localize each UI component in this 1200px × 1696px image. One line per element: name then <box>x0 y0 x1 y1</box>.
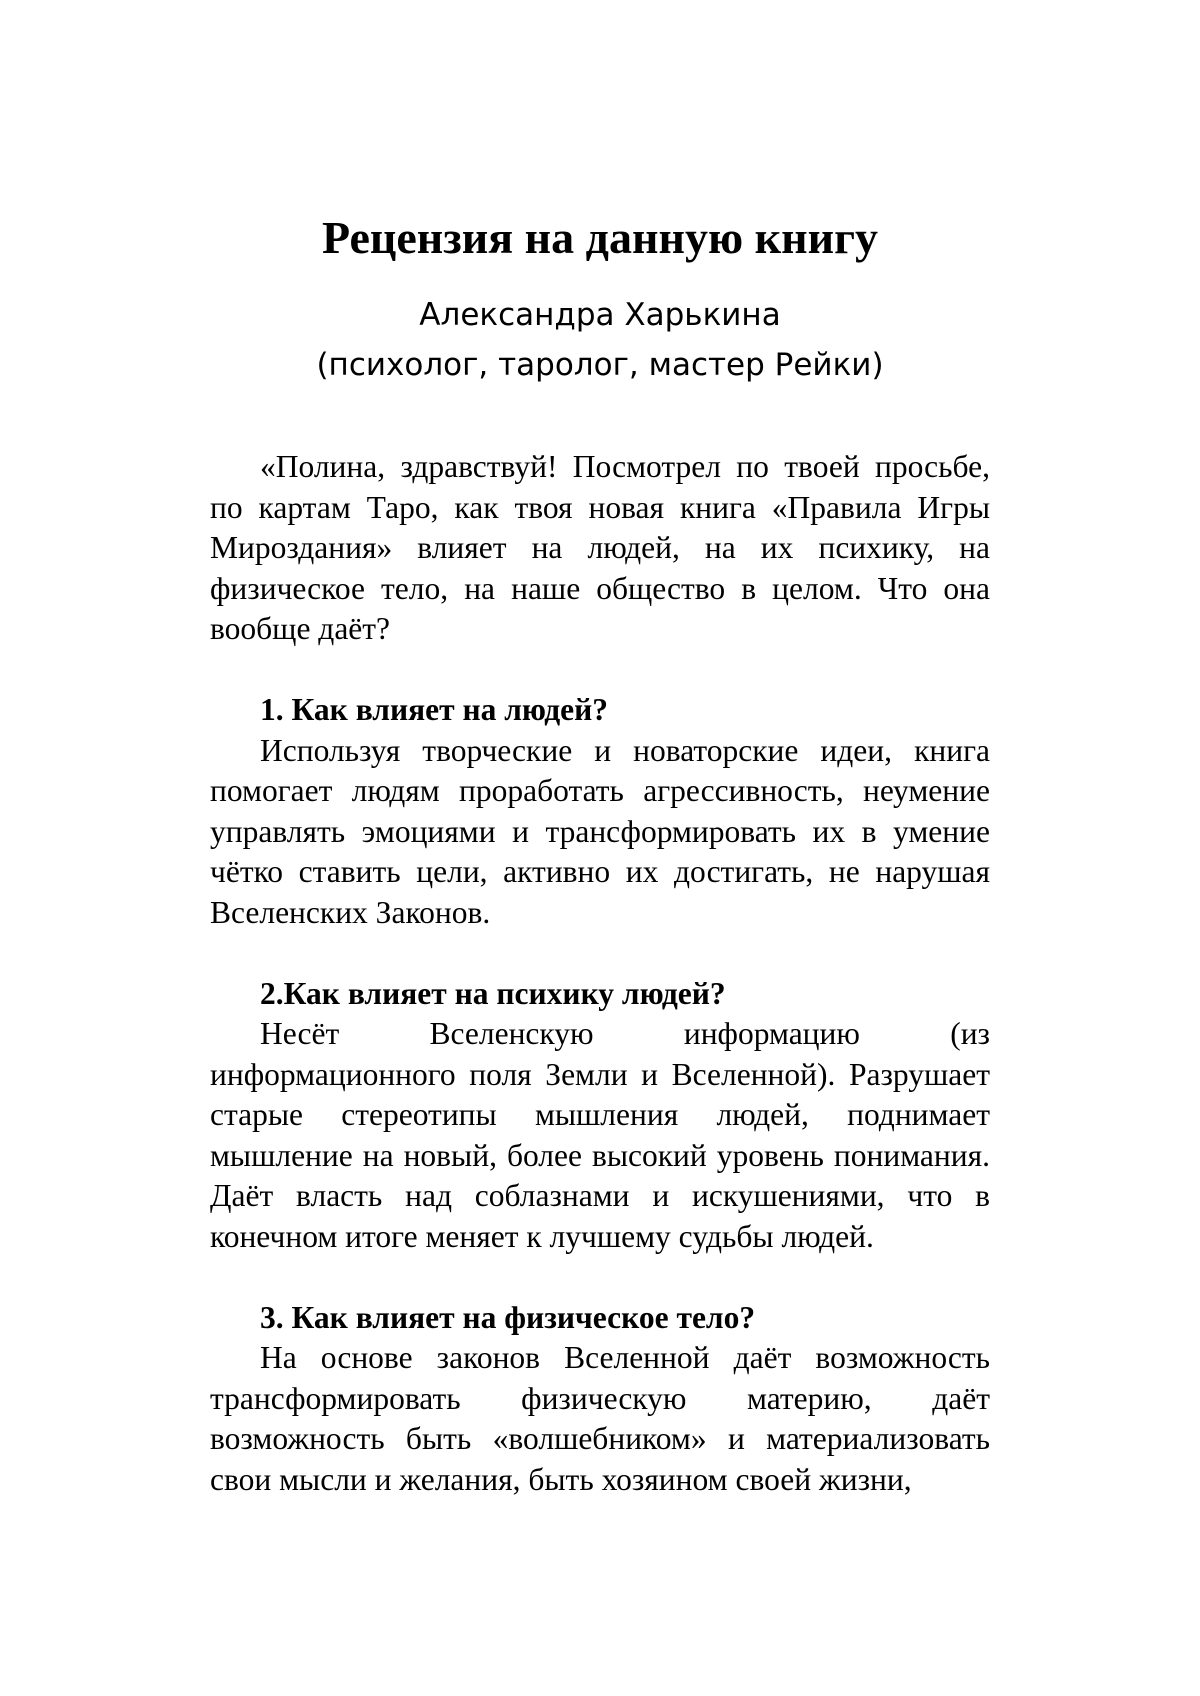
paragraph-spacer <box>210 933 990 974</box>
document-title: Рецензия на данную книгу <box>321 212 879 263</box>
review-body <box>210 447 990 1500</box>
paragraph-spacer <box>210 1257 990 1298</box>
section-paragraph: Несёт Вселенскую информацию (из информационного поля Земли и Вселенной). Разрушает старые стереотипы мышления людей, поднимает мышление на новый, более высокий уровень понимания. Даёт власть над соблазнами и искушениями, что в конечном итоге меняет к лучшему судьбы людей. <box>210 1016 990 1254</box>
paragraph-spacer <box>210 650 990 691</box>
section-heading: 1. Как влияет на людей? <box>260 692 609 727</box>
section-paragraph: Используя творческие и новаторские идеи, книга помогает людям проработать агрессивность, неумение управлять эмоциями и трансформировать их в умение чётко ставить цели, активно их достигать, не нарушая Вселенских Законов. <box>210 732 990 930</box>
author-role: (психолог, таролог, мастер Рейки) <box>316 347 884 383</box>
intro-paragraph: «Полина, здравствуй! Посмотрел по твоей просьбе, по картам Таро, как твоя новая книга «Правила Игры Мироздания» влияет на людей, на их психику, на физическое тело, на наше общество в целом. Что она вообще даёт? <box>210 449 990 646</box>
author-block <box>0 290 1200 390</box>
section-heading: 3. Как влияет на физическое тело? <box>260 1299 756 1335</box>
section-paragraph: На основе законов Вселенной даёт возможность трансформировать физическую материю, даёт возможность быть «волшебником» и материализовать свои мысли и желания, быть хозяином своей жизни, <box>210 1340 990 1497</box>
section-heading: 2.Как влияет на психику людей? <box>260 975 726 1011</box>
author-name: Александра Харькина <box>419 297 781 333</box>
